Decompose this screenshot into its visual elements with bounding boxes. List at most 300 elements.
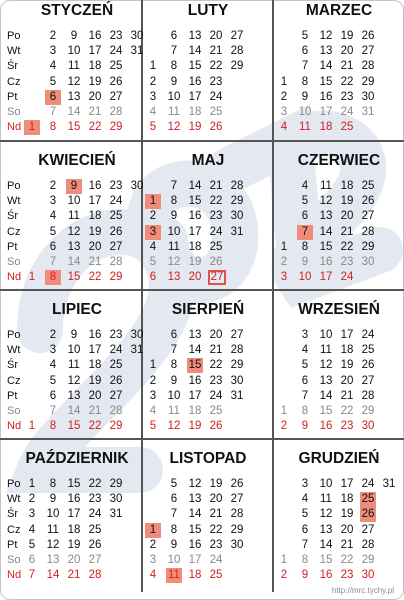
date-cell: 23	[340, 420, 354, 433]
date-cell: 8	[170, 195, 178, 208]
month-title: PAŹDZIERNIK	[25, 450, 129, 467]
month-title: MAJ	[191, 152, 225, 169]
date-cell: 13	[319, 210, 333, 223]
date-cell: 7	[49, 256, 57, 268]
date-cell: 5	[170, 478, 178, 490]
date-cell: 8	[170, 359, 178, 372]
date-cell: 22	[88, 121, 102, 134]
date-cell: 18	[88, 210, 102, 223]
date-cell: 21	[209, 508, 223, 521]
weekday-label: So	[7, 106, 21, 118]
date-cell: 3	[149, 90, 157, 103]
date-cell: 17	[188, 389, 202, 402]
date-cell: 1	[145, 523, 161, 538]
weekday-label: Nd	[7, 569, 22, 582]
date-cell: 14	[188, 508, 202, 521]
date-cell: 16	[319, 90, 333, 103]
date-cell: 1	[280, 405, 288, 417]
date-cell: 13	[67, 389, 81, 402]
date-cell: 23	[209, 75, 223, 88]
date-cell: 17	[188, 90, 202, 103]
date-cell: 4	[28, 523, 36, 536]
date-cell: 9	[70, 329, 78, 341]
date-cell: 14	[319, 225, 333, 238]
date-cell: 4	[280, 121, 288, 134]
date-cell: 12	[319, 195, 333, 208]
date-cell: 26	[109, 225, 123, 238]
date-cell: 26	[209, 256, 223, 268]
date-cell: 24	[109, 344, 123, 357]
date-cell: 29	[361, 75, 375, 88]
date-cell: 22	[340, 240, 354, 253]
date-cell: 22	[88, 420, 102, 433]
date-cell: 8	[49, 420, 57, 433]
date-cell: 17	[319, 106, 333, 118]
date-cell: 28	[109, 405, 123, 417]
date-cell: 21	[340, 60, 354, 73]
date-cell: 2	[149, 75, 157, 88]
date-cell: 17	[319, 271, 333, 284]
date-cell: 5	[49, 374, 57, 387]
date-cell: 19	[340, 508, 354, 521]
date-cell: 28	[88, 569, 102, 582]
weekday-label: Po	[7, 329, 21, 341]
date-cell: 5	[301, 359, 309, 372]
weekday-label: Nd	[7, 420, 22, 433]
date-cell: 12	[67, 374, 81, 387]
date-cell: 8	[301, 240, 309, 253]
month-8	[143, 299, 273, 445]
date-cell: 8	[49, 478, 57, 490]
month-5	[143, 150, 273, 296]
date-cell: 20	[88, 240, 102, 253]
date-cell: 9	[170, 374, 178, 387]
date-cell: 20	[340, 523, 354, 536]
date-cell: 20	[88, 90, 102, 103]
date-cell: 14	[319, 389, 333, 402]
date-cell: 31	[361, 106, 375, 118]
date-cell: 20	[209, 493, 223, 506]
weekday-label: Nd	[7, 121, 22, 134]
date-cell: 28	[230, 508, 244, 521]
date-cell: 20	[67, 554, 81, 566]
date-cell: 15	[319, 554, 333, 566]
date-cell: 9	[301, 420, 309, 433]
date-cell: 16	[88, 329, 102, 341]
date-cell: 25	[209, 569, 223, 582]
date-cell: 1	[145, 194, 161, 209]
date-cell: 5	[149, 420, 157, 433]
date-cell: 12	[167, 121, 181, 134]
month-title: SIERPIEŃ	[171, 301, 245, 318]
date-cell: 29	[109, 121, 123, 134]
date-cell: 31	[230, 389, 244, 402]
date-cell: 21	[67, 569, 81, 582]
date-cell: 18	[188, 106, 202, 118]
date-cell: 20	[188, 271, 202, 284]
date-cell: 26	[109, 374, 123, 387]
date-cell: 30	[130, 329, 144, 341]
date-cell: 24	[340, 271, 354, 284]
date-cell: 22	[209, 195, 223, 208]
date-cell: 15	[319, 405, 333, 417]
date-cell: 16	[188, 75, 202, 88]
date-cell: 18	[188, 569, 202, 582]
date-cell: 15	[67, 478, 81, 490]
date-cell: 25	[361, 493, 375, 506]
weekday-label: Śr	[7, 210, 18, 223]
date-cell: 31	[382, 478, 396, 490]
date-cell: 16	[88, 30, 102, 42]
date-cell: 2	[280, 256, 288, 268]
date-cell: 10	[167, 90, 181, 103]
date-cell: 6	[170, 329, 178, 341]
date-cell: 20	[340, 374, 354, 387]
date-cell: 11	[320, 344, 332, 357]
date-cell: 10	[46, 508, 60, 521]
date-cell: 5	[149, 256, 157, 268]
date-cell: 6	[49, 389, 57, 402]
date-cell: 4	[301, 493, 309, 506]
date-cell: 31	[130, 344, 144, 357]
date-cell: 4	[49, 359, 57, 372]
date-cell: 4	[149, 240, 157, 253]
date-cell: 15	[67, 121, 81, 134]
date-cell: 8	[301, 75, 309, 88]
month-title: LISTOPAD	[169, 450, 247, 467]
date-cell: 10	[167, 554, 181, 566]
date-cell: 2	[280, 90, 288, 103]
date-cell: 13	[46, 554, 60, 566]
date-cell: 26	[209, 121, 223, 134]
date-cell: 29	[361, 405, 375, 417]
month-11	[143, 448, 273, 594]
date-cell: 17	[88, 45, 102, 58]
date-cell: 29	[361, 554, 375, 566]
date-cell: 19	[88, 374, 102, 387]
date-cell: 22	[88, 478, 102, 490]
date-cell: 12	[67, 225, 81, 238]
date-cell: 27	[361, 210, 375, 223]
date-cell: 16	[319, 256, 333, 268]
date-cell: 29	[109, 420, 123, 433]
date-cell: 29	[230, 523, 244, 536]
date-cell: 20	[209, 329, 223, 341]
month-title: LIPIEC	[52, 301, 102, 318]
date-cell: 22	[209, 359, 223, 372]
date-cell: 8	[170, 523, 178, 536]
weekday-label: Pt	[7, 240, 18, 253]
date-cell: 19	[209, 478, 223, 490]
date-cell: 26	[230, 478, 244, 490]
date-cell: 24	[109, 45, 123, 58]
date-cell: 16	[319, 420, 333, 433]
date-cell: 17	[88, 344, 102, 357]
month-7	[7, 299, 144, 445]
date-cell: 26	[109, 75, 123, 88]
date-cell: 25	[361, 344, 375, 357]
date-cell: 24	[209, 90, 223, 103]
date-cell: 6	[301, 210, 309, 223]
date-cell: 18	[88, 359, 102, 372]
date-cell: 14	[319, 538, 333, 551]
date-cell: 16	[67, 493, 81, 506]
date-cell: 19	[188, 256, 202, 268]
date-cell: 30	[361, 569, 375, 582]
date-cell: 17	[188, 225, 202, 238]
date-cell: 2	[28, 493, 36, 506]
date-cell: 4	[49, 210, 57, 223]
date-cell: 11	[320, 493, 332, 506]
date-cell: 16	[188, 210, 202, 223]
date-cell: 11	[68, 60, 80, 73]
date-cell: 4	[149, 405, 157, 417]
date-cell: 10	[67, 344, 81, 357]
date-cell: 2	[149, 374, 157, 387]
date-cell: 27	[361, 374, 375, 387]
date-cell: 27	[208, 270, 226, 285]
date-cell: 13	[319, 523, 333, 536]
date-cell: 22	[340, 554, 354, 566]
date-cell: 21	[88, 106, 102, 118]
date-cell: 23	[109, 329, 123, 341]
date-cell: 2	[149, 538, 157, 551]
date-cell: 24	[361, 478, 375, 490]
date-cell: 29	[361, 240, 375, 253]
date-cell: 22	[88, 271, 102, 284]
date-cell: 21	[209, 180, 223, 192]
date-cell: 19	[67, 538, 81, 551]
date-cell: 2	[280, 569, 288, 582]
date-cell: 30	[230, 210, 244, 223]
date-cell: 22	[209, 60, 223, 73]
date-cell: 10	[67, 45, 81, 58]
date-cell: 30	[109, 493, 123, 506]
date-cell: 14	[67, 256, 81, 268]
date-cell: 29	[109, 271, 123, 284]
date-cell: 18	[319, 121, 333, 134]
month-title: WRZESIEŃ	[298, 301, 380, 318]
date-cell: 13	[188, 30, 202, 42]
date-cell: 17	[67, 508, 81, 521]
date-cell: 15	[188, 195, 202, 208]
date-cell: 27	[230, 493, 244, 506]
date-cell: 29	[230, 359, 244, 372]
date-cell: 11	[168, 106, 180, 118]
date-cell: 3	[280, 271, 288, 284]
date-cell: 14	[188, 344, 202, 357]
date-cell: 21	[340, 389, 354, 402]
date-cell: 30	[361, 90, 375, 103]
date-cell: 21	[340, 538, 354, 551]
date-cell: 1	[28, 478, 36, 490]
date-cell: 17	[188, 554, 202, 566]
date-cell: 26	[361, 359, 375, 372]
date-cell: 10	[298, 271, 312, 284]
date-cell: 27	[109, 240, 123, 253]
date-cell: 11	[68, 359, 80, 372]
month-1	[7, 0, 144, 146]
date-cell: 25	[209, 405, 223, 417]
date-cell: 12	[319, 30, 333, 42]
date-cell: 26	[361, 195, 375, 208]
date-cell: 5	[301, 508, 309, 521]
date-cell: 21	[88, 405, 102, 417]
date-cell: 28	[109, 106, 123, 118]
month-3	[274, 0, 404, 146]
weekday-label: Śr	[7, 508, 18, 521]
date-cell: 28	[361, 225, 375, 238]
date-cell: 3	[149, 554, 157, 566]
date-cell: 26	[88, 538, 102, 551]
date-cell: 5	[301, 30, 309, 42]
date-cell: 6	[170, 493, 178, 506]
date-cell: 18	[188, 240, 202, 253]
date-cell: 15	[67, 271, 81, 284]
date-cell: 2	[49, 180, 57, 192]
date-cell: 8	[45, 270, 61, 285]
date-cell: 7	[301, 60, 309, 73]
date-cell: 17	[340, 478, 354, 490]
month-title: MARZEC	[305, 2, 373, 19]
date-cell: 14	[188, 180, 202, 192]
weekday-label: Cz	[7, 374, 21, 387]
date-cell: 10	[167, 225, 181, 238]
date-cell: 8	[301, 405, 309, 417]
date-cell: 12	[319, 359, 333, 372]
date-cell: 7	[297, 225, 313, 240]
month-title: STYCZEŃ	[40, 2, 114, 19]
date-cell: 27	[109, 389, 123, 402]
date-cell: 28	[361, 538, 375, 551]
date-cell: 25	[88, 523, 102, 536]
date-cell: 14	[67, 106, 81, 118]
date-cell: 1	[280, 240, 288, 253]
date-cell: 16	[188, 538, 202, 551]
date-cell: 30	[361, 420, 375, 433]
date-cell: 11	[166, 568, 182, 583]
date-cell: 6	[301, 45, 309, 58]
date-cell: 12	[67, 75, 81, 88]
weekday-label: Cz	[7, 523, 21, 536]
date-cell: 28	[230, 45, 244, 58]
month-4	[7, 150, 144, 296]
weekday-label: Pt	[7, 389, 18, 402]
date-cell: 24	[209, 554, 223, 566]
date-cell: 3	[28, 508, 36, 521]
date-cell: 13	[188, 329, 202, 341]
date-cell: 28	[230, 180, 244, 192]
date-cell: 25	[361, 180, 375, 192]
date-cell: 18	[88, 60, 102, 73]
date-cell: 11	[168, 405, 180, 417]
date-cell: 26	[361, 508, 375, 521]
date-cell: 7	[170, 344, 178, 357]
date-cell: 6	[301, 523, 309, 536]
date-cell: 2	[49, 329, 57, 341]
date-cell: 22	[340, 405, 354, 417]
date-cell: 7	[301, 389, 309, 402]
date-cell: 21	[209, 344, 223, 357]
date-cell: 14	[46, 569, 60, 582]
weekday-label: So	[7, 554, 21, 566]
date-cell: 9	[170, 538, 178, 551]
date-cell: 17	[88, 195, 102, 208]
weekday-label: Nd	[7, 271, 22, 284]
date-cell: 18	[340, 493, 354, 506]
date-cell: 20	[340, 45, 354, 58]
weekday-label: Pt	[7, 90, 18, 103]
date-cell: 6	[149, 271, 157, 284]
date-cell: 10	[298, 106, 312, 118]
date-cell: 30	[230, 374, 244, 387]
date-cell: 23	[340, 569, 354, 582]
date-cell: 3	[49, 344, 57, 357]
date-cell: 10	[167, 389, 181, 402]
date-cell: 14	[319, 60, 333, 73]
date-cell: 3	[301, 478, 309, 490]
date-cell: 12	[319, 508, 333, 521]
weekday-label: Wt	[7, 344, 21, 357]
date-cell: 23	[209, 374, 223, 387]
date-cell: 4	[149, 569, 157, 582]
date-cell: 5	[301, 195, 309, 208]
weekday-label: So	[7, 256, 21, 268]
date-cell: 3	[149, 389, 157, 402]
date-cell: 26	[209, 420, 223, 433]
weekday-label: Śr	[7, 359, 18, 372]
date-cell: 19	[188, 121, 202, 134]
month-12	[274, 448, 404, 594]
date-cell: 19	[340, 195, 354, 208]
date-cell: 16	[88, 180, 102, 192]
date-cell: 2	[49, 30, 57, 42]
date-cell: 1	[28, 271, 36, 284]
month-title: CZERWIEC	[297, 152, 381, 169]
weekday-label: Wt	[7, 195, 21, 208]
date-cell: 3	[145, 225, 161, 240]
weekday-label: Po	[7, 180, 21, 192]
date-cell: 17	[340, 329, 354, 341]
date-cell: 9	[301, 90, 309, 103]
date-cell: 7	[170, 180, 178, 192]
date-cell: 11	[299, 121, 311, 134]
date-cell: 3	[49, 195, 57, 208]
date-cell: 24	[209, 389, 223, 402]
weekday-label: Pt	[7, 538, 18, 551]
date-cell: 21	[88, 256, 102, 268]
date-cell: 23	[340, 256, 354, 268]
date-cell: 26	[361, 30, 375, 42]
date-cell: 27	[230, 329, 244, 341]
date-cell: 18	[188, 405, 202, 417]
date-cell: 25	[209, 106, 223, 118]
month-title: LUTY	[187, 2, 229, 19]
date-cell: 13	[319, 374, 333, 387]
date-cell: 7	[28, 569, 36, 582]
date-cell: 23	[88, 493, 102, 506]
date-cell: 14	[188, 45, 202, 58]
date-cell: 11	[320, 180, 332, 192]
date-cell: 20	[209, 30, 223, 42]
date-cell: 10	[67, 195, 81, 208]
date-cell: 20	[88, 389, 102, 402]
date-cell: 19	[88, 75, 102, 88]
date-cell: 19	[340, 30, 354, 42]
date-cell: 23	[340, 90, 354, 103]
date-cell: 28	[361, 389, 375, 402]
month-6	[274, 150, 404, 296]
